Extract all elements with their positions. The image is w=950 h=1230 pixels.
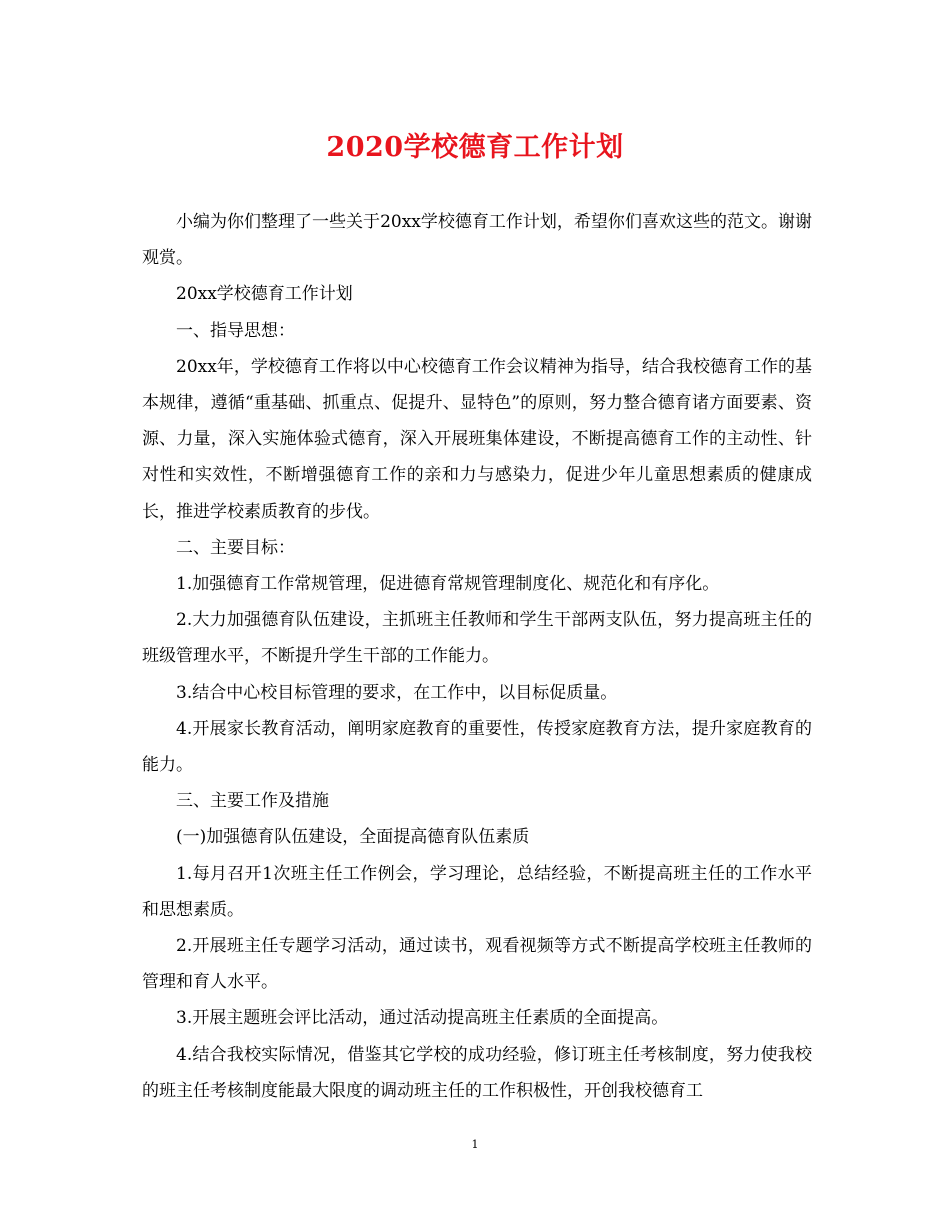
section-heading-guiding-ideology: 一、指导思想： bbox=[176, 320, 295, 341]
document-title: 2020学校德育工作计划 bbox=[326, 132, 624, 163]
paragraph-goal-1: 1.加强德育工作常规管理，促进德育常规管理制度化、规范化和有序化。 bbox=[176, 574, 720, 595]
page-number: 1 bbox=[471, 1138, 479, 1151]
paragraph-intro: 小编为你们整理了一些关于20xx学校德育工作计划，希望你们喜欢这些的范文。谢谢观赏。 bbox=[142, 212, 812, 269]
subsection-heading-team-building: (一)加强德育队伍建设，全面提高德育队伍素质 bbox=[176, 827, 530, 848]
paragraph-measure-1: 1.每月召开1次班主任工作例会，学习理论，总结经验，不断提高班主任的工作水平和思想素质。 bbox=[142, 863, 812, 920]
paragraph-measure-4: 4.结合我校实际情况，借鉴其它学校的成功经验，修订班主任考核制度，努力使我校的班主任考核制度能最大限度的调动班主任的工作积极性，开创我校德育工 bbox=[142, 1044, 812, 1101]
document-body bbox=[142, 204, 812, 1109]
paragraph-goal-3: 3.结合中心校目标管理的要求，在工作中，以目标促质量。 bbox=[176, 682, 618, 703]
paragraph-subtitle: 20xx学校德育工作计划 bbox=[176, 284, 353, 305]
paragraph-measure-2: 2.开展班主任专题学习活动，通过读书，观看视频等方式不断提高学校班主任教师的管理和育人水平。 bbox=[142, 936, 812, 993]
paragraph-measure-3: 3.开展主题班会评比活动，通过活动提高班主任素质的全面提高。 bbox=[176, 1008, 669, 1029]
paragraph-goal-4: 4.开展家长教育活动，阐明家庭教育的重要性，传授家庭教育方法，提升家庭教育的能力。 bbox=[142, 718, 812, 776]
paragraph-goal-2: 2.大力加强德育队伍建设，主抓班主任教师和学生干部两支队伍，努力提高班主任的班级管理水平，不断提升学生干部的工作能力。 bbox=[142, 610, 812, 667]
section-heading-main-work: 三、主要工作及措施 bbox=[176, 791, 329, 812]
paragraph-guiding-ideology: 20xx年，学校德育工作将以中心校德育工作会议精神为指导，结合我校德育工作的基本规律，遵循“重基础、抓重点、促提升、显特色”的原则，努力整合德育诸方面要素、资源、力量，深入实施体验式德育，深入开展班集体建设，不断提高德育工作的主动性、针对性和实效性，不断增强德育工作的亲和力与感染力，促进少年儿童思想素质的健康成长，推进学校素质教育的步伐。 bbox=[142, 356, 812, 522]
section-heading-main-goals: 二、主要目标： bbox=[176, 537, 295, 558]
